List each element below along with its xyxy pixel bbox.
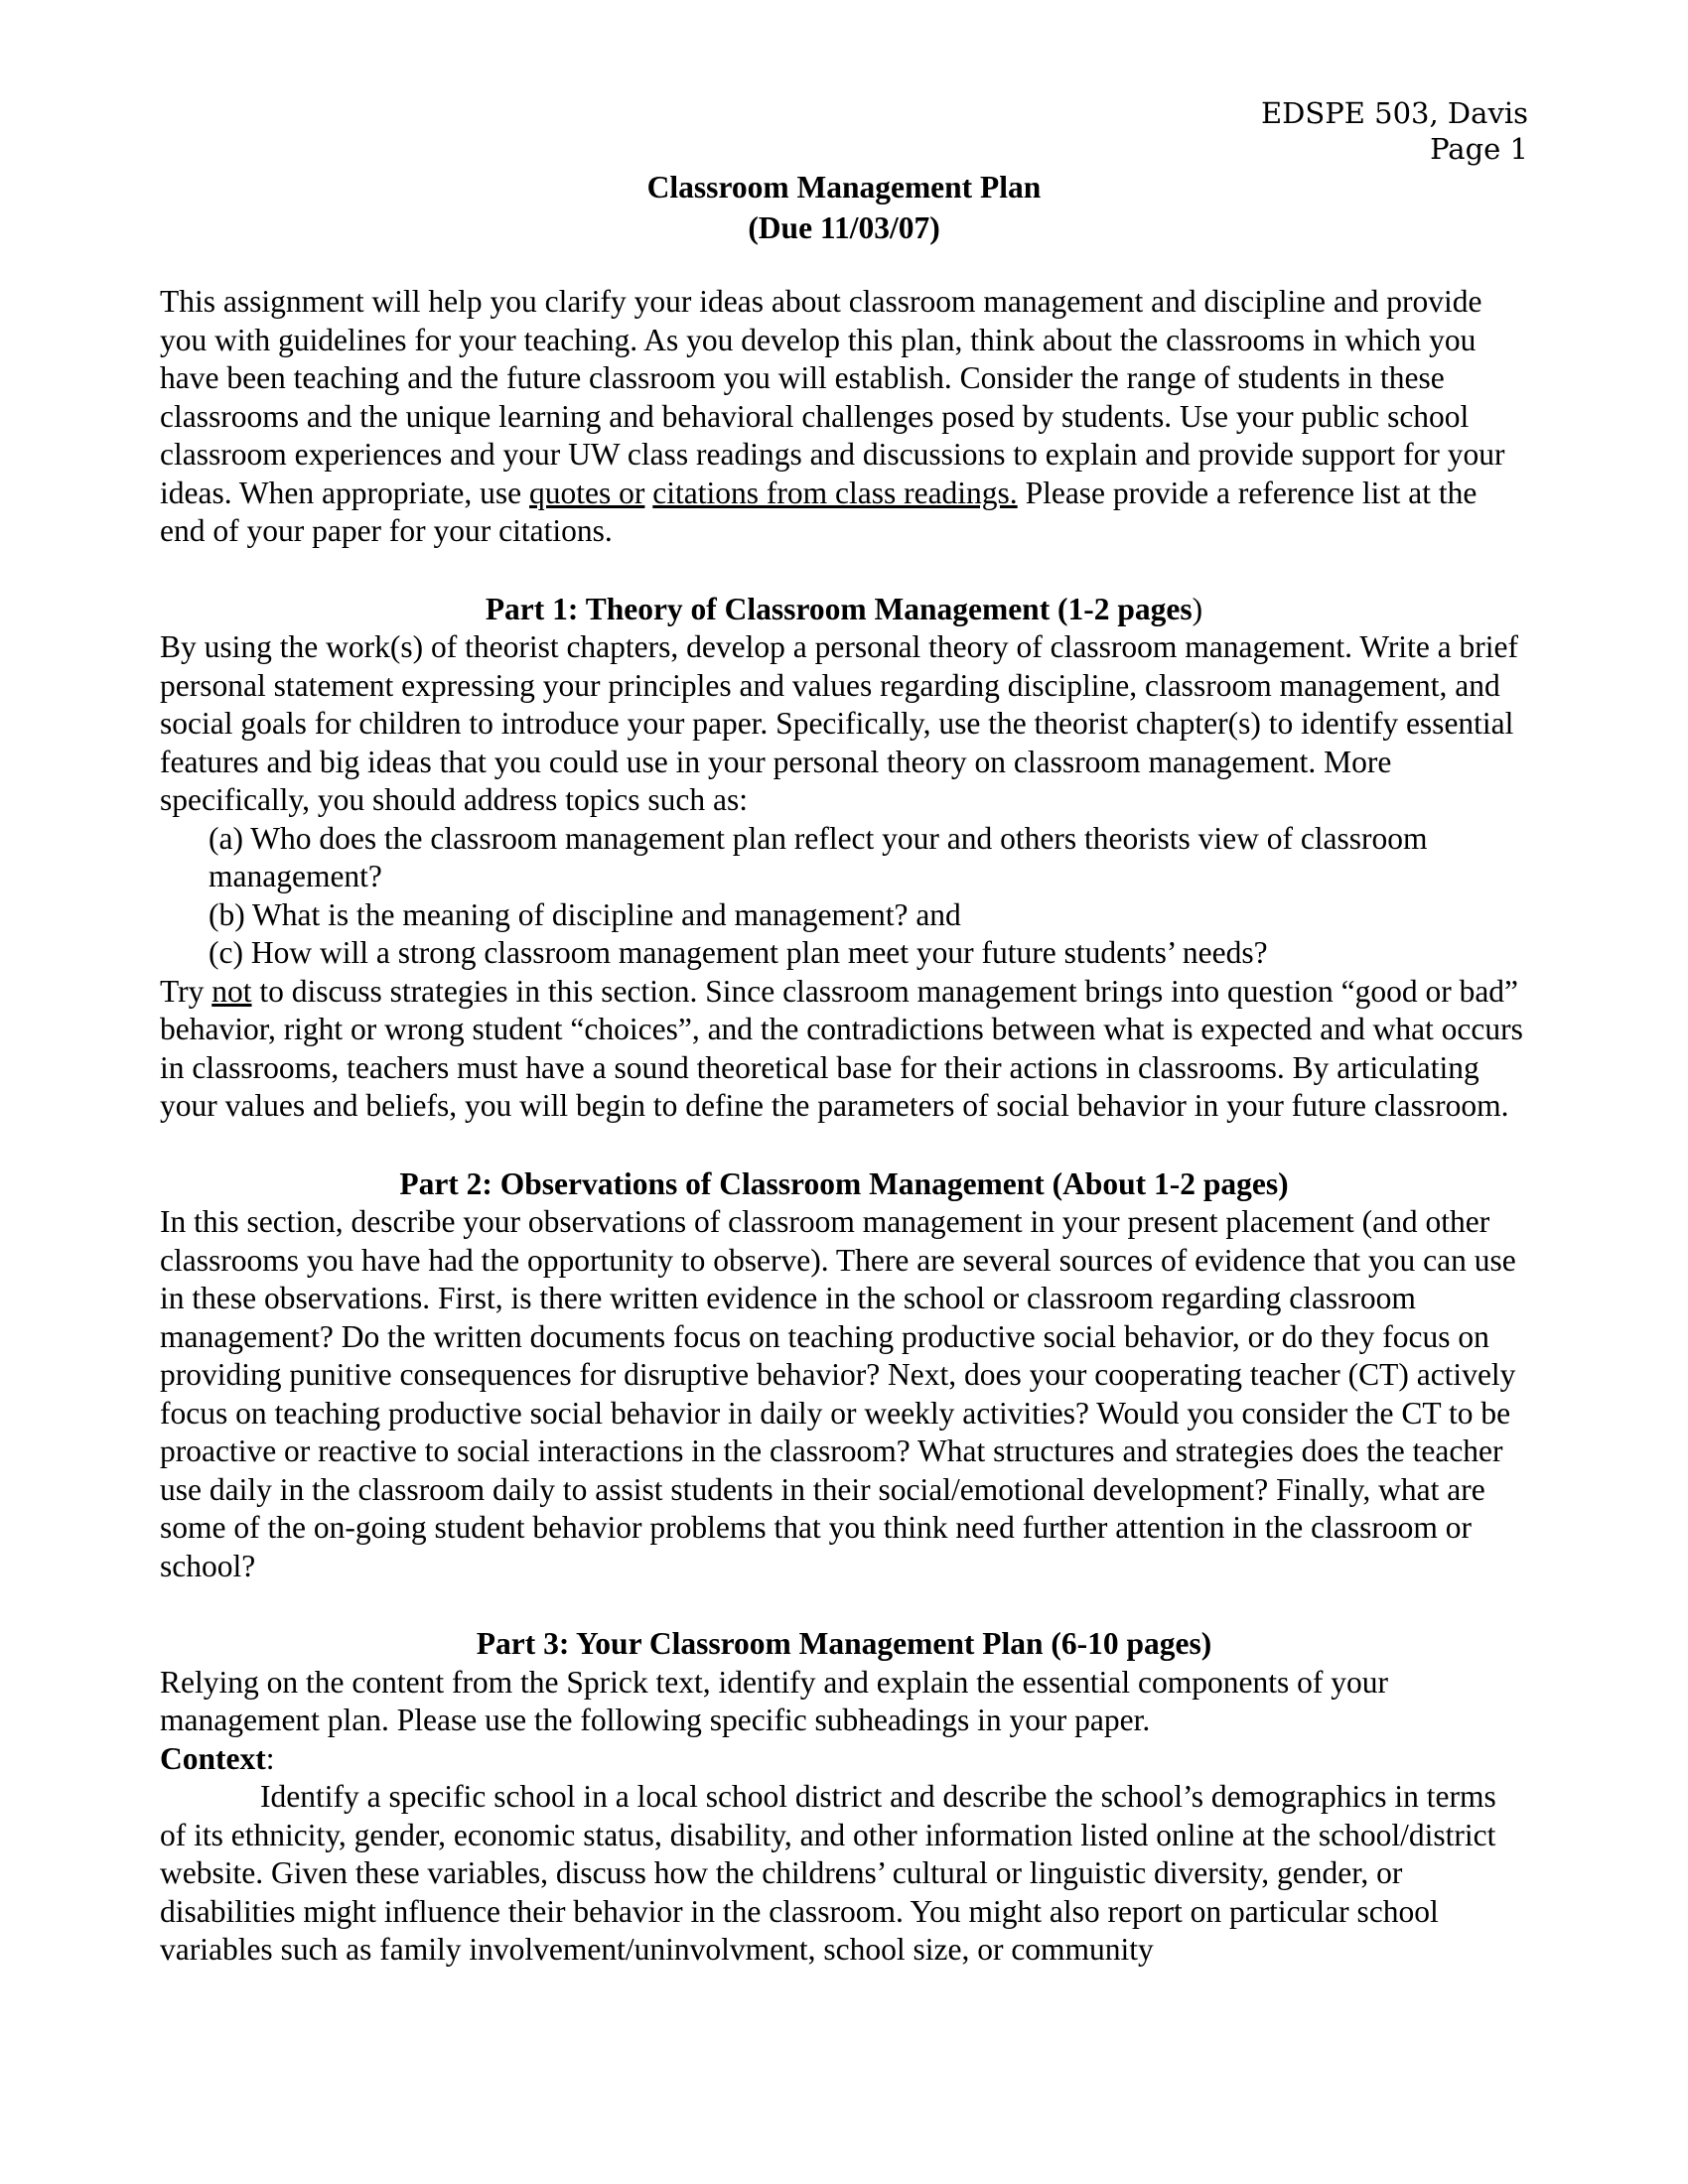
quotes-underlined: quotes or	[529, 475, 645, 510]
part2-heading: Part 2: Observations of Classroom Management (About 1-2 pages)	[399, 1165, 1289, 1201]
page-number: Page 1	[1430, 132, 1528, 166]
context-label: Context	[160, 1740, 266, 1776]
part1-heading-paren: )	[1192, 591, 1203, 626]
list-item: (b) What is the meaning of discipline and management? and	[209, 896, 961, 932]
part1-closing	[160, 973, 1528, 1126]
context-colon: :	[265, 1740, 275, 1776]
part3-body: Relying on the content from the Sprick text, identify and explain the essential components of your management plan. Please use the following specific subheadings in your paper.	[160, 1664, 1388, 1737]
intro-paragraph	[160, 283, 1528, 551]
part1-question-list	[160, 820, 1528, 973]
part3-heading: Part 3: Your Classroom Management Plan (6-10 pages)	[476, 1626, 1212, 1661]
title-line: Classroom Management Plan	[646, 170, 1042, 205]
intro-text: This assignment will help you clarify your ideas about classroom management and discipline and provide you with guidelines for your teaching. As you develop this plan, think about the classrooms in which you have been teaching and the future classroom you will establish. Consider the range of students in these classrooms and the unique learning and behavioral challenges posed by students. Use your public school classroom experiences and your UW class readings and discussions to explain and provide support for your ideas. When appropriate, use	[160, 284, 1505, 510]
list-item: (c) How will a strong classroom management plan meet your future students’ needs?	[209, 935, 1268, 970]
context-subheading	[160, 1740, 1528, 1779]
closing-text: Try	[160, 973, 212, 1009]
citations-underlined: citations from class readings.	[652, 475, 1018, 510]
page-header	[160, 95, 1528, 167]
due-date: (Due 11/03/07)	[748, 210, 940, 245]
part1-body: By using the work(s) of theorist chapters, develop a personal theory of classroom management. Write a brief personal statement expressing your principles and values regarding discipline, classroom management, and social goals for children to introduce your paper. Specifically, use the theorist chapter(s) to identify essential features and big ideas that you could use in your personal theory on classroom management. More specifically, you should address topics such as:	[160, 629, 1518, 817]
part1-heading	[160, 591, 1528, 629]
closing-text-end: to discuss strategies in this section. Since classroom management brings into question “good or bad” behavior, right or wrong student “choices”, and the contradictions between what is expected and what occurs in classrooms, teachers must have a sound theoretical base for their actions in classrooms. By articulating your values and beliefs, you will begin to define the parameters of social behavior in your future classroom.	[160, 973, 1523, 1123]
intro-text-end: Please provide a reference list at the end of your paper for your citations.	[160, 475, 1477, 548]
part2-body: In this section, describe your observations of classroom management in your present placement (and other classrooms you have had the opportunity to observe). There are several sources of evidence that you can use in these observations. First, is there written evidence in the school or classroom regarding classroom management? Do the written documents focus on teaching productive social behavior, or do they focus on providing punitive consequences for disruptive behavior? Next, does your cooperating teacher (CT) actively focus on teaching productive social behavior in daily or weekly activities? Would you consider the CT to be proactive or reactive to social interactions in the classroom? What structures and strategies does the teacher use daily in the classroom daily to assist students in their social/emotional development? Finally, what are some of the on-going student behavior problems that you think need further attention in the classroom or school?	[160, 1204, 1516, 1583]
part1-heading-text: Part 1: Theory of Classroom Management (1-2 pages	[485, 591, 1193, 626]
document-page	[160, 95, 1528, 1970]
course-label: EDSPE 503, Davis	[1260, 96, 1528, 130]
not-underlined: not	[211, 973, 252, 1009]
context-body: Identify a specific school in a local school district and describe the school’s demographics in terms of its ethnicity, gender, economic status, disability, and other information listed online at the school/district website. Given these variables, discuss how the childrens’ cultural or linguistic diversity, gender, or disabilities might influence their behavior in the classroom. You might also report on particular school variables such as family involvement/uninvolvment, school size, or community	[160, 1779, 1496, 1967]
document-title	[160, 167, 1528, 248]
list-item: (a) Who does the classroom management plan reflect your and others theorists view of classroom management?	[209, 820, 1428, 893]
